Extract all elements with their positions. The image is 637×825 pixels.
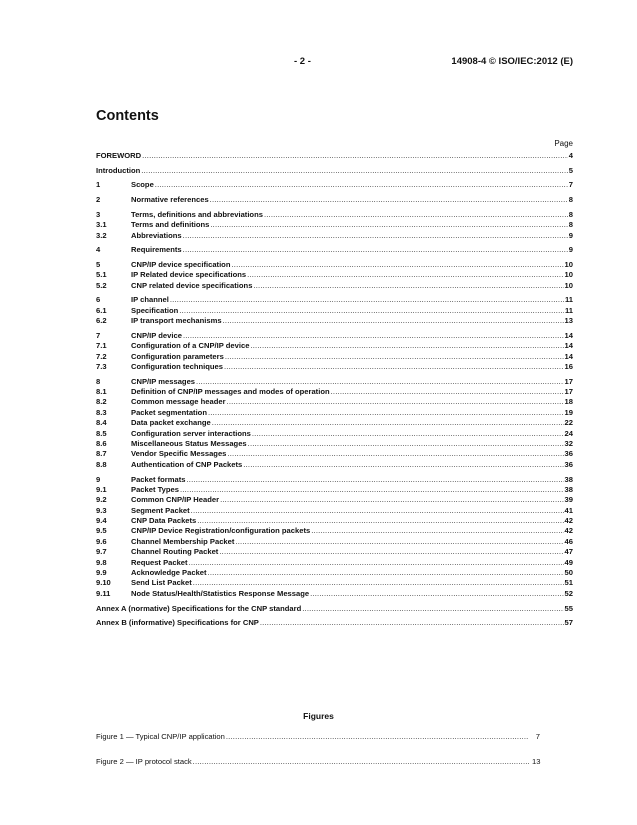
toc-entry-number: 9.6 <box>96 536 107 546</box>
dot-leader <box>224 362 564 372</box>
toc-entry-title: Node Status/Health/Statistics Response Message <box>131 588 310 598</box>
toc-entry-number: 8.4 <box>96 418 107 428</box>
toc-entry[interactable] <box>96 460 573 470</box>
dot-leader <box>142 151 568 161</box>
dot-leader <box>260 618 564 628</box>
toc-entry-page: 10 <box>564 259 573 269</box>
toc-entry-title: Terms and definitions <box>131 220 210 230</box>
toc-entry-title: Scope <box>131 180 154 190</box>
toc-entry-title: FOREWORD <box>96 151 142 160</box>
dot-leader <box>247 270 563 280</box>
dot-leader <box>183 231 568 241</box>
toc-entry[interactable] <box>96 210 573 220</box>
dot-leader <box>223 316 564 326</box>
toc-entry[interactable] <box>96 475 573 485</box>
toc-entry-title: CNP/IP device specification <box>131 259 231 269</box>
dot-leader <box>191 506 564 516</box>
toc-entry[interactable] <box>96 270 573 280</box>
dot-leader <box>302 604 563 614</box>
dot-leader <box>196 377 564 387</box>
toc-entry-page: 24 <box>564 428 573 438</box>
toc-entry-page: 4 <box>568 151 573 160</box>
toc-entry-number: 5.2 <box>96 280 107 290</box>
toc-entry[interactable] <box>96 377 573 387</box>
toc-entry-page: 57 <box>564 618 573 628</box>
dot-leader <box>220 495 563 505</box>
toc-entry-title: Packet formats <box>131 474 186 484</box>
dot-leader <box>243 460 563 470</box>
dot-leader <box>180 485 564 495</box>
toc-entry-page: 36 <box>564 449 573 459</box>
toc-entry-title: Request Packet <box>131 557 188 567</box>
dot-leader <box>193 578 564 588</box>
figure-entry-title: Figure 2 — IP protocol stack <box>96 757 192 766</box>
toc-entry-page: 51 <box>564 578 573 588</box>
toc-entry-title: Configuration techniques <box>131 362 223 372</box>
toc-entry-title: CNP related device specifications <box>131 280 253 290</box>
toc-entry-title: Data packet exchange <box>131 418 211 428</box>
toc-entry-number: 5 <box>96 259 101 269</box>
dot-leader <box>155 180 568 190</box>
dot-leader <box>197 516 563 526</box>
toc-entry-title: IP Related device specifications <box>131 270 247 280</box>
toc-entry-page: 16 <box>564 362 573 372</box>
toc-entry[interactable] <box>96 408 573 418</box>
toc-entry-title: Definition of CNP/IP messages and modes of operation <box>131 387 330 397</box>
toc-entry-page: 49 <box>564 557 573 567</box>
toc-entry[interactable] <box>96 295 573 305</box>
toc-entry-number: 9.7 <box>96 547 107 557</box>
toc-entry[interactable] <box>96 195 573 205</box>
toc-entry-page: 41 <box>564 505 573 515</box>
toc-entry[interactable] <box>96 231 573 241</box>
toc-entry[interactable] <box>96 429 573 439</box>
toc-entry-number: 9.1 <box>96 484 107 494</box>
toc-entry-title: Authentication of CNP Packets <box>131 459 243 469</box>
toc-entry[interactable] <box>96 537 573 547</box>
toc-entry-page: 32 <box>564 439 573 449</box>
dot-leader <box>248 439 564 449</box>
toc-entry-number: 6 <box>96 295 101 305</box>
toc-entry-page: 18 <box>564 397 573 407</box>
toc-entry-page: 14 <box>564 341 573 351</box>
toc-entry-page: 46 <box>564 536 573 546</box>
toc-entry-page: 22 <box>564 418 573 428</box>
toc-entry[interactable] <box>96 578 573 588</box>
dot-leader <box>264 210 568 220</box>
toc-entry[interactable] <box>96 485 573 495</box>
toc-entry[interactable] <box>96 589 573 599</box>
figures-title: Figures <box>303 711 334 721</box>
dot-leader <box>141 166 567 176</box>
toc-entry[interactable] <box>96 387 573 397</box>
toc-entry[interactable] <box>96 151 573 161</box>
toc-entry-page: 17 <box>564 387 573 397</box>
toc-entry-page: 14 <box>564 351 573 361</box>
page-column-label: Page <box>554 139 573 148</box>
toc-entry-title: Acknowledge Packet <box>131 568 207 578</box>
toc-entry-page: 50 <box>564 568 573 578</box>
toc-entry-title: CNP/IP Device Registration/configuration packets <box>131 526 311 536</box>
toc-entry[interactable] <box>96 362 573 372</box>
dot-leader <box>186 475 563 485</box>
toc-entry-title: Vendor Specific Messages <box>131 449 227 459</box>
toc-entry-number: 3 <box>96 209 101 219</box>
table-of-contents <box>96 151 573 629</box>
toc-entry-page: 39 <box>564 495 573 505</box>
toc-entry-number: 6.1 <box>96 305 107 315</box>
figure-entry[interactable] <box>96 756 540 768</box>
toc-entry-number: 7.1 <box>96 341 107 351</box>
toc-entry[interactable] <box>96 558 573 568</box>
toc-entry-title: IP channel <box>131 295 169 305</box>
toc-entry[interactable] <box>96 220 573 230</box>
dot-leader <box>179 306 564 316</box>
toc-entry-title: Configuration of a CNP/IP device <box>131 341 250 351</box>
toc-entry-number: 7.3 <box>96 362 107 372</box>
toc-entry-title: CNP/IP device <box>131 330 182 340</box>
toc-entry-page: 17 <box>564 376 573 386</box>
toc-entry[interactable] <box>96 397 573 407</box>
toc-entry-number: 9.11 <box>96 588 111 598</box>
standard-identifier: 14908-4 © ISO/IEC:2012 (E) <box>451 56 573 67</box>
toc-entry-number: 9.10 <box>96 578 111 588</box>
toc-entry-number: 9.2 <box>96 495 107 505</box>
toc-entry-title: Packet Types <box>131 484 179 494</box>
toc-entry[interactable] <box>96 166 573 176</box>
dot-leader <box>208 408 564 418</box>
dot-leader <box>189 558 564 568</box>
toc-entry-page: 42 <box>564 516 573 526</box>
page-number: - 2 - <box>294 56 311 67</box>
toc-entry[interactable] <box>96 495 573 505</box>
toc-entry-page: 14 <box>564 330 573 340</box>
dot-leader <box>210 195 568 205</box>
toc-entry-page: 9 <box>568 245 573 255</box>
toc-entry-title: Segment Packet <box>131 505 190 515</box>
toc-entry[interactable] <box>96 506 573 516</box>
toc-entry-number: 1 <box>96 180 101 190</box>
toc-entry-title: Channel Membership Packet <box>131 536 235 546</box>
toc-entry-number: 8.7 <box>96 449 107 459</box>
toc-entry-page: 52 <box>564 588 573 598</box>
toc-entry[interactable] <box>96 245 573 255</box>
toc-entry-title: Configuration server interactions <box>131 428 251 438</box>
toc-entry[interactable] <box>96 418 573 428</box>
toc-entry-number: 8.1 <box>96 387 107 397</box>
list-of-figures <box>96 731 540 781</box>
toc-entry-number: 8.5 <box>96 428 107 438</box>
toc-entry-page: 10 <box>564 270 573 280</box>
toc-entry-number: 7.2 <box>96 351 107 361</box>
toc-entry-title: Annex A (normative) Specifications for the CNP standard <box>96 603 302 613</box>
toc-entry-number: 9.9 <box>96 568 107 578</box>
toc-entry[interactable] <box>96 260 573 270</box>
toc-entry[interactable] <box>96 449 573 459</box>
toc-entry-title: CNP/IP messages <box>131 376 196 386</box>
toc-entry-page: 47 <box>564 547 573 557</box>
dot-leader <box>210 220 567 230</box>
dot-leader <box>183 331 564 341</box>
toc-entry[interactable] <box>96 316 573 326</box>
toc-entry-title: Annex B (informative) Specifications for CNP <box>96 618 259 628</box>
dot-leader <box>235 537 563 547</box>
toc-entry-title: Specification <box>131 305 179 315</box>
toc-entry[interactable] <box>96 341 573 351</box>
toc-entry-title: Abbreviations <box>131 230 182 240</box>
toc-entry-page: 11 <box>564 305 573 315</box>
toc-entry-number: 9.4 <box>96 516 107 526</box>
dot-leader <box>253 281 563 291</box>
toc-entry-page: 8 <box>568 195 573 205</box>
dot-leader <box>225 352 564 362</box>
dot-leader <box>227 397 564 407</box>
dot-leader <box>208 568 564 578</box>
toc-entry-number: 3.1 <box>96 220 107 230</box>
toc-entry[interactable] <box>96 568 573 578</box>
toc-entry[interactable] <box>96 526 573 536</box>
toc-entry[interactable] <box>96 516 573 526</box>
toc-entry-title: Requirements <box>131 245 182 255</box>
figure-entry-page: 13 <box>532 757 541 766</box>
toc-entry[interactable] <box>96 439 573 449</box>
toc-entry-title: Configuration parameters <box>131 351 224 361</box>
toc-entry[interactable] <box>96 306 573 316</box>
toc-entry[interactable] <box>96 618 573 628</box>
toc-entry-page: 8 <box>568 220 573 230</box>
toc-entry-number: 8.2 <box>96 397 107 407</box>
figure-entry-page: 7 <box>535 732 540 741</box>
toc-entry-number: 7 <box>96 330 101 340</box>
contents-title: Contents <box>96 108 159 124</box>
toc-entry-page: 38 <box>564 474 573 484</box>
toc-entry[interactable] <box>96 180 573 190</box>
toc-entry-number: 9.8 <box>96 557 107 567</box>
dot-leader <box>219 547 563 557</box>
dot-leader <box>212 418 564 428</box>
toc-entry-number: 8.6 <box>96 439 107 449</box>
toc-entry[interactable] <box>96 281 573 291</box>
figure-entry-title: Figure 1 — Typical CNP/IP application <box>96 732 225 741</box>
toc-entry-number: 5.1 <box>96 270 107 280</box>
toc-entry-number: 4 <box>96 245 101 255</box>
dot-leader <box>311 526 563 536</box>
dot-leader <box>227 449 563 459</box>
figure-entry[interactable] <box>96 731 540 743</box>
toc-entry-number: 8.8 <box>96 459 107 469</box>
dot-leader <box>252 429 564 439</box>
toc-entry-page: 36 <box>564 459 573 469</box>
toc-entry[interactable] <box>96 547 573 557</box>
toc-entry-page: 7 <box>568 180 573 190</box>
dot-leader <box>226 731 529 743</box>
dot-leader <box>193 756 529 768</box>
dot-leader <box>183 245 568 255</box>
toc-entry-number: 2 <box>96 195 101 205</box>
toc-entry-title: Common message header <box>131 397 226 407</box>
toc-entry-title: Packet segmentation <box>131 407 207 417</box>
toc-entry-page: 55 <box>564 603 573 613</box>
toc-entry-title: Common CNP/IP Header <box>131 495 220 505</box>
dot-leader <box>231 260 563 270</box>
toc-entry-page: 8 <box>568 209 573 219</box>
toc-entry-page: 9 <box>568 230 573 240</box>
toc-entry-number: 9 <box>96 474 101 484</box>
toc-entry-page: 19 <box>564 407 573 417</box>
toc-entry-page: 13 <box>564 316 573 326</box>
toc-entry-page: 38 <box>564 484 573 494</box>
toc-entry-title: Normative references <box>131 195 209 205</box>
toc-entry-number: 8.3 <box>96 407 107 417</box>
dot-leader <box>310 589 563 599</box>
toc-entry-number: 6.2 <box>96 316 107 326</box>
toc-entry-number: 3.2 <box>96 230 107 240</box>
toc-entry[interactable] <box>96 604 573 614</box>
toc-entry-title: Channel Routing Packet <box>131 547 219 557</box>
toc-entry-title: IP transport mechanisms <box>131 316 222 326</box>
toc-entry-title: Terms, definitions and abbreviations <box>131 209 263 219</box>
toc-entry-page: 42 <box>564 526 573 536</box>
dot-leader <box>170 295 564 305</box>
toc-entry-title: Send List Packet <box>131 578 192 588</box>
dot-leader <box>331 387 564 397</box>
toc-entry-number: 8 <box>96 376 101 386</box>
toc-entry-title: CNP Data Packets <box>131 516 197 526</box>
dot-leader <box>250 341 563 351</box>
toc-entry-page: 10 <box>564 280 573 290</box>
toc-entry-number: 9.5 <box>96 526 107 536</box>
toc-entry-title: Introduction <box>96 165 141 175</box>
toc-entry-title: Miscellaneous Status Messages <box>131 439 247 449</box>
toc-entry-number: 9.3 <box>96 505 107 515</box>
toc-entry-page: 11 <box>564 295 573 305</box>
toc-entry-page: 5 <box>568 165 573 175</box>
toc-entry[interactable] <box>96 352 573 362</box>
toc-entry[interactable] <box>96 331 573 341</box>
